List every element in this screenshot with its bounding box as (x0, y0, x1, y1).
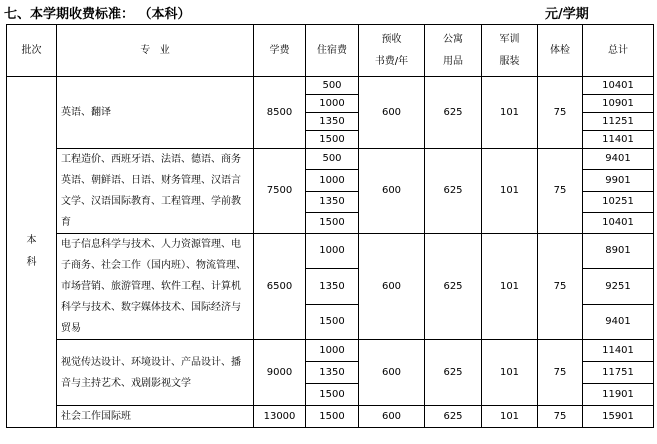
housing-cell: 1500 (306, 406, 359, 428)
header-batch: 批次 (7, 25, 57, 77)
housing-cell: 1000 (306, 340, 359, 362)
housing-cell: 1350 (306, 191, 359, 212)
major-cell: 工程造价、西班牙语、法语、德语、商务英语、朝鲜语、日语、财务管理、汉语言文学、汉语国际教育、工程管理、学前教育 (57, 149, 254, 234)
uniform-cell: 101 (482, 234, 538, 340)
tuition-cell: 8500 (254, 77, 306, 149)
books-cell: 600 (359, 406, 425, 428)
header-books (359, 25, 425, 77)
total-cell: 11901 (583, 384, 654, 406)
header-tuition: 学费 (254, 25, 306, 77)
tuition-cell: 13000 (254, 406, 306, 428)
header-apartment-line1: 公寓 (443, 33, 463, 45)
uniform-cell: 101 (482, 149, 538, 234)
housing-cell: 500 (306, 77, 359, 95)
level-cell (7, 77, 57, 428)
tuition-cell: 7500 (254, 149, 306, 234)
uniform-cell: 101 (482, 77, 538, 149)
total-cell: 9251 (583, 269, 654, 304)
header-uniform (482, 25, 538, 77)
checkup-cell: 75 (538, 234, 583, 340)
level-char-1: 本 (26, 235, 37, 246)
header-books-line1: 预收 (381, 33, 402, 45)
total-cell: 9401 (583, 304, 654, 339)
books-cell: 600 (359, 234, 425, 340)
apartment-cell: 625 (425, 77, 482, 149)
total-cell: 11251 (583, 113, 654, 131)
major-cell: 视觉传达设计、环境设计、产品设计、播音与主持艺术、戏剧影视文学 (57, 340, 254, 406)
major-cell: 英语、翻译 (57, 77, 254, 149)
table-row (7, 149, 654, 170)
table-row (7, 340, 654, 362)
housing-cell: 1000 (306, 170, 359, 191)
uniform-cell: 101 (482, 406, 538, 428)
total-cell: 8901 (583, 234, 654, 269)
header-checkup: 体检 (538, 25, 583, 77)
total-cell: 10251 (583, 191, 654, 212)
books-cell: 600 (359, 149, 425, 234)
total-cell: 11751 (583, 362, 654, 384)
header-apartment (425, 25, 482, 77)
books-cell: 600 (359, 77, 425, 149)
housing-cell: 1350 (306, 113, 359, 131)
housing-cell: 1500 (306, 212, 359, 233)
header-apartment-line2: 用品 (443, 55, 463, 67)
level-char-2: 科 (26, 257, 37, 268)
unit-label: 元/学期 (545, 7, 589, 22)
housing-cell: 1000 (306, 95, 359, 113)
checkup-cell: 75 (538, 340, 583, 406)
total-cell: 15901 (583, 406, 654, 428)
section-title: 七、本学期收费标准： （本科） (4, 7, 191, 22)
tuition-cell: 9000 (254, 340, 306, 406)
total-cell: 9901 (583, 170, 654, 191)
header-uniform-line2: 服装 (499, 55, 520, 67)
header-row (7, 25, 654, 77)
total-cell: 11401 (583, 340, 654, 362)
housing-cell: 1500 (306, 384, 359, 406)
total-cell: 10901 (583, 95, 654, 113)
table-row (7, 234, 654, 269)
housing-cell: 1350 (306, 362, 359, 384)
total-cell: 9401 (583, 149, 654, 170)
checkup-cell: 75 (538, 406, 583, 428)
checkup-cell: 75 (538, 149, 583, 234)
housing-cell: 1000 (306, 234, 359, 269)
table-row (7, 406, 654, 428)
major-cell: 社会工作国际班 (57, 406, 254, 428)
apartment-cell: 625 (425, 340, 482, 406)
table-row (7, 77, 654, 95)
header-uniform-line1: 军训 (499, 33, 520, 45)
tuition-cell: 6500 (254, 234, 306, 340)
header-major: 专 业 (57, 25, 254, 77)
fee-table (6, 24, 654, 428)
uniform-cell: 101 (482, 340, 538, 406)
apartment-cell: 625 (425, 149, 482, 234)
housing-cell: 1500 (306, 304, 359, 339)
total-cell: 11401 (583, 131, 654, 149)
header-total: 总计 (583, 25, 654, 77)
header-housing: 住宿费 (306, 25, 359, 77)
housing-cell: 500 (306, 149, 359, 170)
housing-cell: 1500 (306, 131, 359, 149)
total-cell: 10401 (583, 212, 654, 233)
checkup-cell: 75 (538, 77, 583, 149)
major-cell: 电子信息科学与技术、人力资源管理、电子商务、社会工作（国内班）、物流管理、市场营销、旅游管理、软件工程、计算机科学与技术、数字媒体技术、国际经济与贸易 (57, 234, 254, 340)
housing-cell: 1350 (306, 269, 359, 304)
header-books-line2: 书费/年 (374, 55, 409, 67)
total-cell: 10401 (583, 77, 654, 95)
apartment-cell: 625 (425, 406, 482, 428)
apartment-cell: 625 (425, 234, 482, 340)
books-cell: 600 (359, 340, 425, 406)
